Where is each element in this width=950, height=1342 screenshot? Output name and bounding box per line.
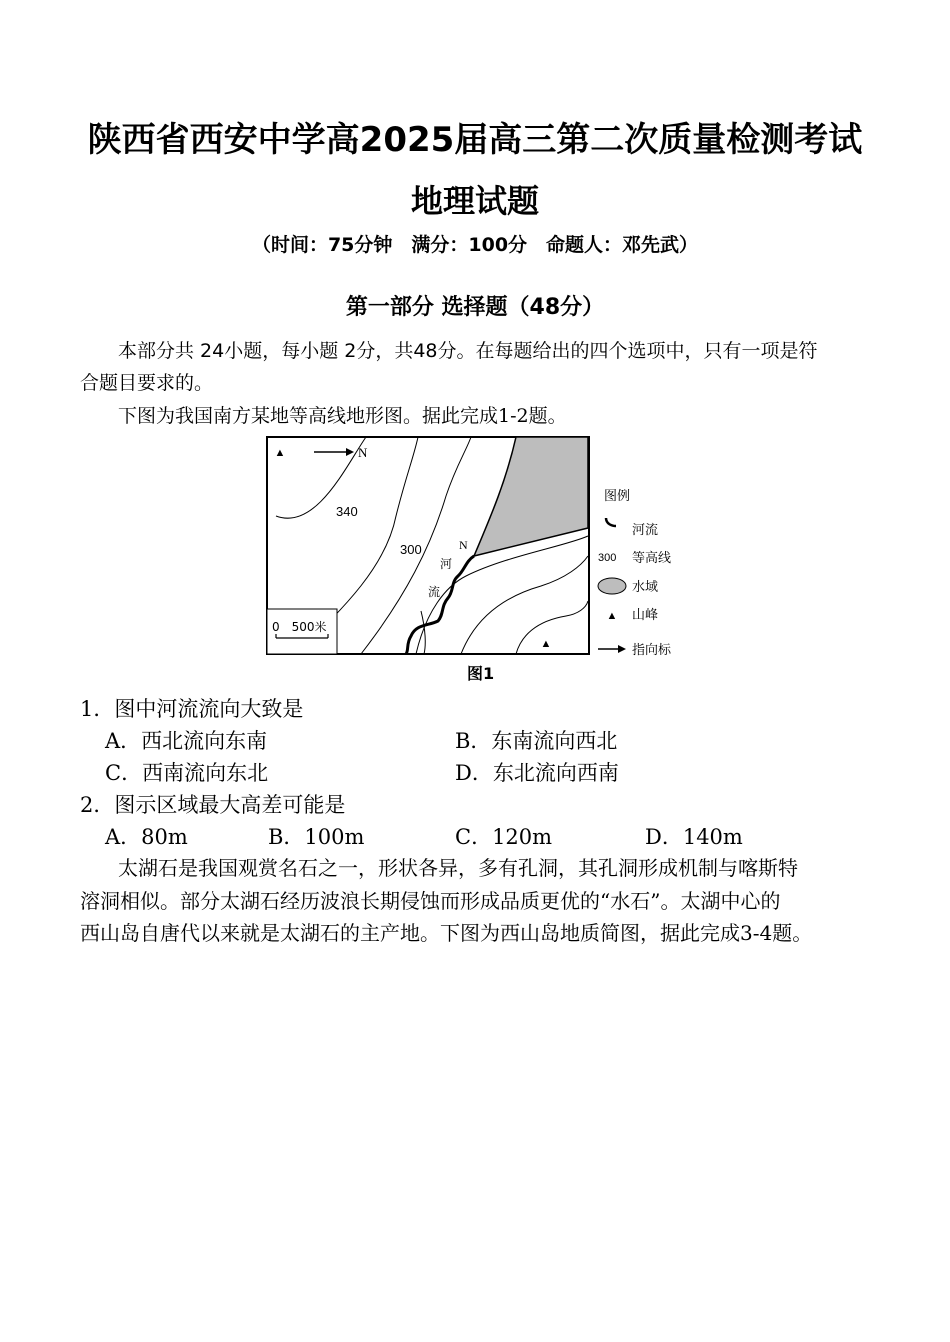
north-label: N	[358, 445, 368, 460]
legend-peak: 山峰	[632, 608, 659, 623]
river-n-label: N	[459, 538, 468, 552]
river-label-liu: 流	[428, 585, 441, 599]
exam-meta: （时间：75分钟 满分：100分 命题人：邓先武）	[251, 234, 699, 256]
legend-water: 水域	[632, 580, 659, 595]
exam-title: 陕西省西安中学高2025届高三第二次质量检测考试	[87, 120, 863, 160]
passage-line2: 溶洞相似。部分太湖石经历波浪长期侵蚀而形成品质更优的“水石”。太湖中心的	[80, 889, 781, 913]
legend-river-icon	[606, 518, 616, 526]
legend-peak-icon: ▲	[606, 610, 618, 622]
passage-line3: 西山岛自唐代以来就是太湖石的主产地。下图为西山岛地质简图，据此完成3-4题。	[80, 921, 813, 945]
question-1-option-c[interactable]: C．西南流向东北	[105, 761, 269, 785]
river-label-he: 河	[440, 557, 453, 571]
passage-line1: 太湖石是我国观赏名石之一，形状各异，多有孔洞，其孔洞形成机制与喀斯特	[118, 856, 798, 880]
contour-label-340: 340	[336, 504, 358, 519]
legend-contour: 等高线	[632, 551, 672, 566]
question-2-option-a[interactable]: A．80m	[105, 825, 188, 849]
peak-icon: ▲	[274, 447, 286, 459]
legend-pointer-icon	[618, 645, 626, 653]
contour-label-300: 300	[400, 542, 422, 557]
section-intro-line1: 本部分共 24小题，每小题 2分，共48分。在每题给出的四个选项中，只有一项是符	[118, 340, 818, 362]
legend-river: 河流	[632, 523, 659, 538]
question-2-option-b[interactable]: B．100m	[268, 825, 365, 849]
question-1-option-d[interactable]: D．东北流向西南	[455, 761, 619, 785]
contour-map-figure	[266, 436, 686, 663]
figure-caption: 图1	[467, 664, 495, 683]
question-lead: 下图为我国南方某地等高线地形图。据此完成1-2题。	[118, 405, 567, 427]
subject-title: 地理试题	[410, 182, 539, 220]
question-2-option-c[interactable]: C．120m	[455, 825, 553, 849]
peak-icon: ▲	[540, 638, 552, 650]
section-title: 第一部分 选择题（48分）	[345, 295, 605, 320]
question-1-option-a[interactable]: A．西北流向东南	[105, 729, 268, 753]
scale-label: 0 500米	[272, 620, 327, 634]
question-1-stem: 1．图中河流流向大致是	[80, 697, 304, 721]
legend-title: 图例	[604, 489, 631, 504]
question-2-stem: 2．图示区域最大高差可能是	[80, 793, 346, 817]
legend-water-icon	[598, 578, 626, 594]
legend-contour-sample: 300	[598, 552, 617, 564]
legend-pointer: 指向标	[632, 643, 672, 658]
question-1-option-b[interactable]: B．东南流向西北	[455, 729, 618, 753]
question-2-option-d[interactable]: D．140m	[645, 825, 743, 849]
section-intro-line2: 合题目要求的。	[80, 372, 214, 394]
